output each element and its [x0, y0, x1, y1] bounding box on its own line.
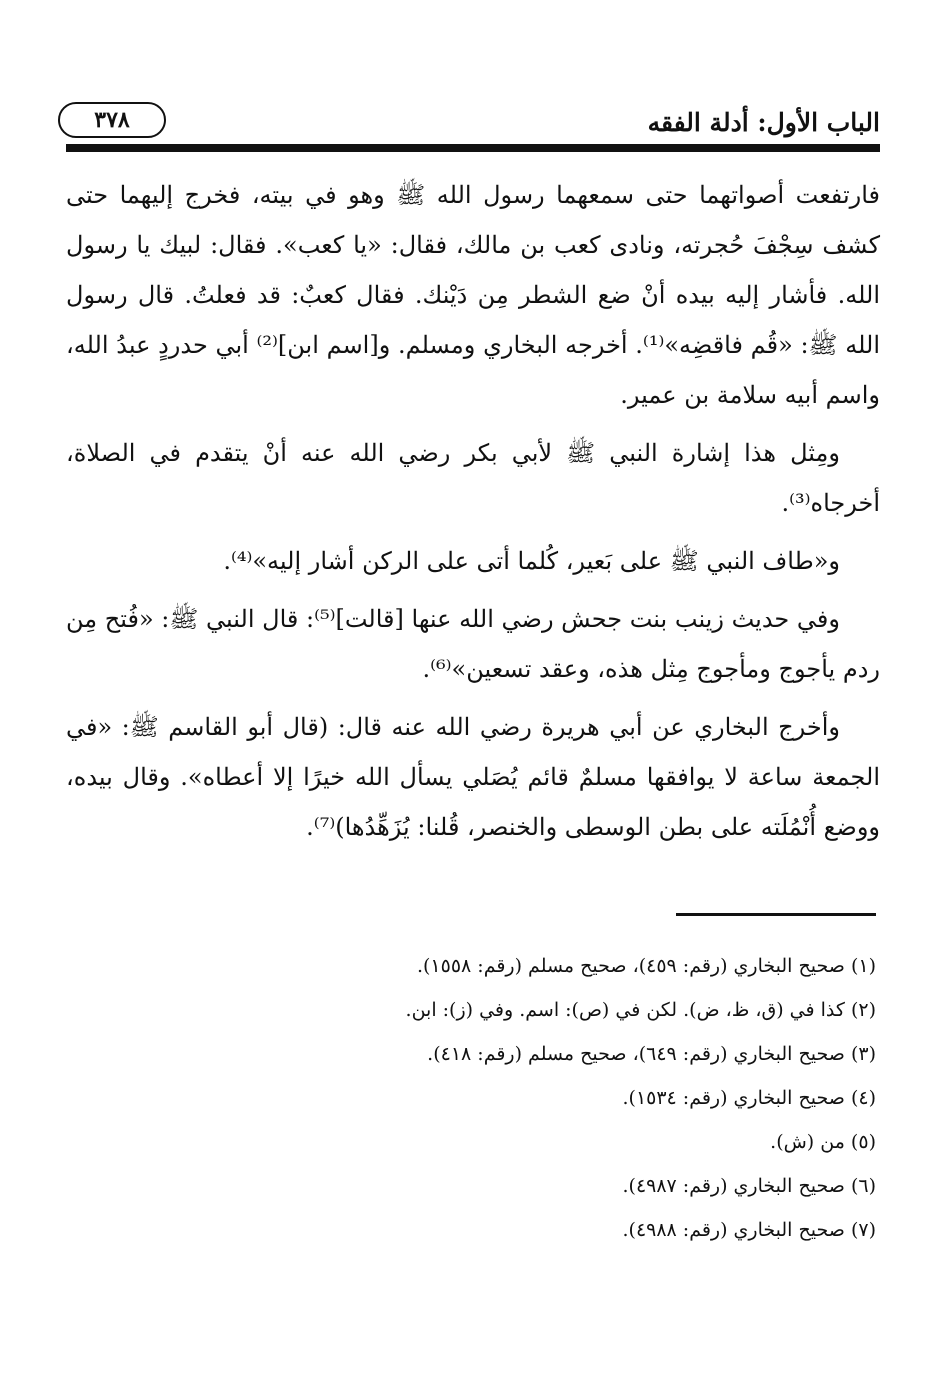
paragraph-2: ومِثل هذا إشارة النبي ﷺ لأبي بكر رضي الله عنه أنْ يتقدم في الصلاة، أخرجاه⁽³⁾.	[66, 439, 880, 517]
footnote-5: (٥) من (ش).	[770, 1131, 876, 1153]
footnote-1: (١) صحيح البخاري (رقم: ٤٥٩)، صحيح مسلم (رقم: ١٥٥٨).	[416, 955, 876, 977]
footnotes	[66, 944, 876, 1252]
footnote-4: (٤) صحيح البخاري (رقم: ١٥٣٤).	[622, 1087, 876, 1109]
chapter-title: الباب الأول: أدلة الفقه	[647, 108, 880, 137]
footnote-7: (٧) صحيح البخاري (رقم: ٤٩٨٨).	[622, 1219, 876, 1241]
paragraph-4: وفي حديث زينب بنت جحش رضي الله عنها [قالت]⁽⁵⁾: قال النبي ﷺ: «فُتح مِن ردم يأجوج ومأجوج مِثل هذه، وعقد تسعين»⁽⁶⁾.	[66, 605, 880, 683]
paragraph-1: فارتفعت أصواتهما حتى سمعهما رسول الله ﷺ وهو في بيته، فخرج إليهما حتى كشف سِجْفَ حُجرته، ونادى كعب بن مالك، فقال: «يا كعب». فقال: لبيك يا رسول الله. فأشار إليه بيده أنْ ضع الشطر مِن دَيْنك. فقال كعبٌ: قد فعلتُ. قال رسول الله ﷺ: «قُم فاقضِه»⁽¹⁾. أخرجه البخاري ومسلم. و[اسم ابن]⁽²⁾ أبي حدردٍ عبدُ الله، واسم أبيه سلامة بن عمير.	[66, 181, 881, 409]
footnote-2: (٢) كذا في (ق، ظ، ض). لكن في (ص): اسم. وفي (ز): ابن.	[405, 999, 876, 1021]
paragraph-5: وأخرج البخاري عن أبي هريرة رضي الله عنه قال: (قال أبو القاسم ﷺ: «في الجمعة ساعة لا يوافقها مسلمٌ قائم يُصَلي يسأل الله خيرًا إلا أعطاه». وقال بيده، ووضع أُنْمُلَته على بطن الوسطى والخنصر، قُلنا: يُزَهِّدُها)⁽⁷⁾.	[66, 713, 880, 841]
footnote-3: (٣) صحيح البخاري (رقم: ٦٤٩)، صحيح مسلم (رقم: ٤١٨).	[427, 1043, 876, 1065]
header-rule	[66, 144, 880, 152]
footnote-6: (٦) صحيح البخاري (رقم: ٤٩٨٧).	[622, 1175, 876, 1197]
page-header	[58, 100, 880, 146]
page-number: ٣٧٨	[58, 102, 166, 138]
body-text	[66, 170, 880, 860]
paragraph-3: و«طاف النبي ﷺ على بَعير، كُلما أتى على الركن أشار إليه»⁽⁴⁾.	[223, 547, 840, 575]
footnote-separator	[676, 913, 876, 916]
